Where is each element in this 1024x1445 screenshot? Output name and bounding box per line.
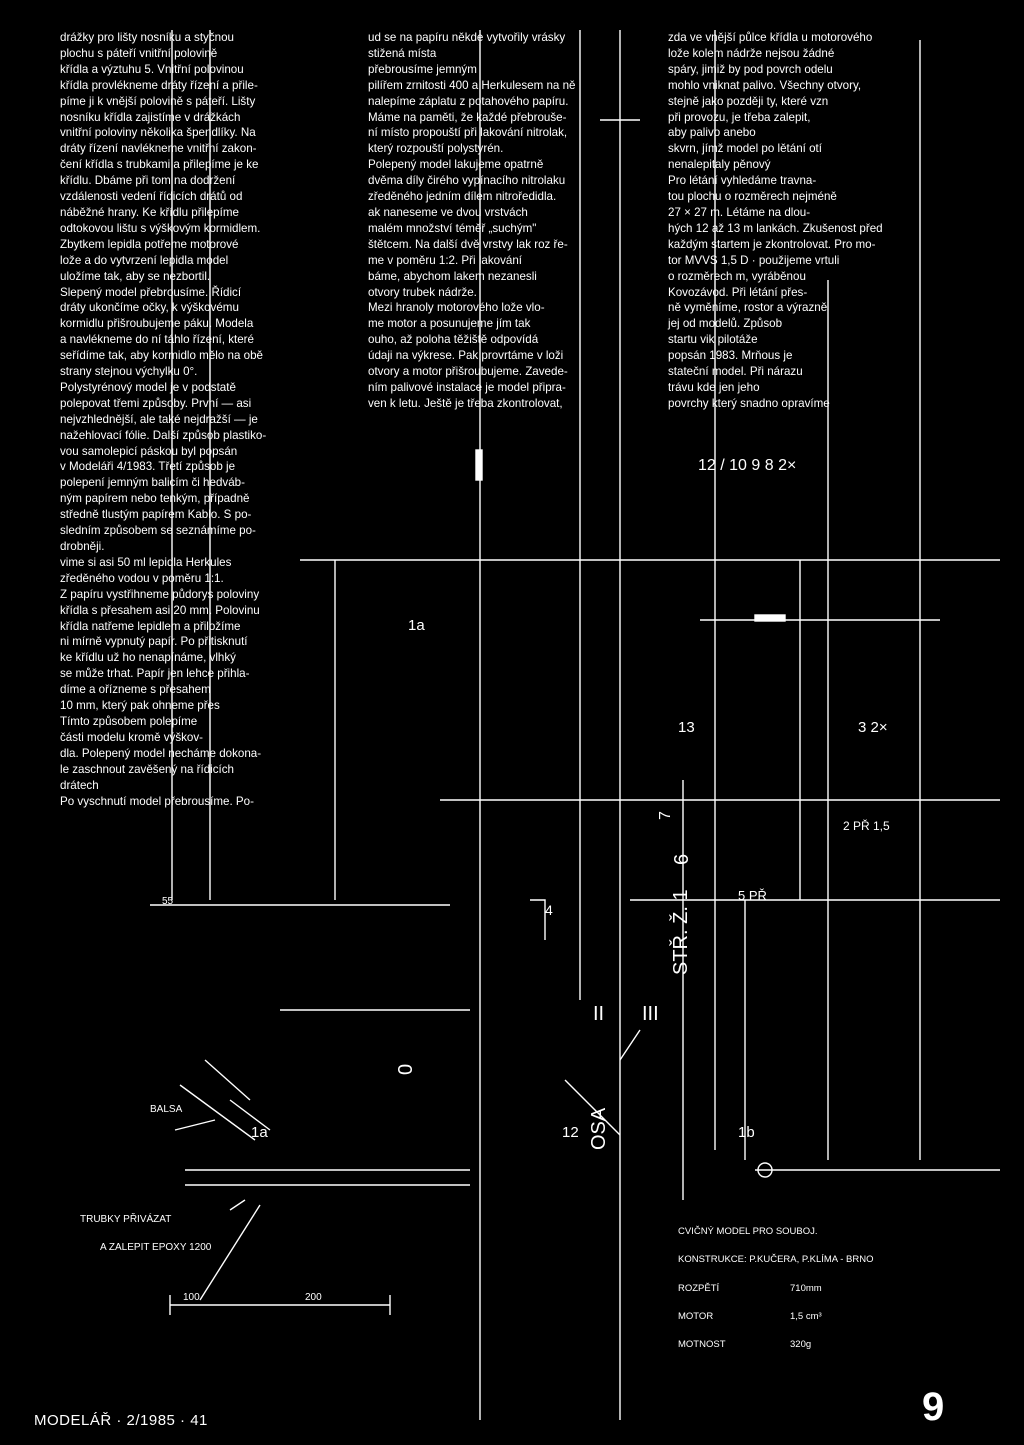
text-line: tor MVVS 1,5 D · použijeme vrtuli: [668, 253, 840, 267]
text-line: Slepený model přebrousíme. Řídicí: [60, 285, 242, 299]
text-line: me motor a posunujeme jím tak: [368, 317, 531, 331]
spec-title: CVIČNÝ MODEL PRO SOUBOJ.: [678, 1226, 818, 1237]
text-line: skvrn, jímž model po lětání otí: [668, 142, 823, 156]
text-line: dvěma díly čirého vypínacího nitrolaku: [368, 174, 566, 188]
text-line: vnitřní poloviny několika špendlíky. Na: [60, 126, 256, 140]
text-line: ním palivové instalace je model připra-: [368, 380, 566, 394]
text-line: ak naneseme ve dvou vrstvách: [368, 205, 528, 219]
text-line: křídla provlékneme dráty řízení a přile-: [60, 78, 258, 92]
text-line: o rozměrech m, vyráběnou: [668, 269, 806, 283]
text-line: spáry, jimiž by pod povrch odelu: [668, 62, 833, 76]
text-line: popsán 1983. Mrňous je: [668, 349, 793, 363]
text-line: čení křídla s trubkami a přilepíme je ke: [60, 158, 259, 172]
spec-key: ROZPĚTÍ: [678, 1283, 720, 1294]
spec-designers: KONSTRUKCE: P.KUČERA, P.KLÍMA - BRNO: [678, 1254, 874, 1265]
part-label-55: 55: [162, 896, 174, 907]
text-line: při provozu, je třeba zalepit,: [668, 110, 811, 124]
part-label-1a-bottom: 1a: [251, 1124, 268, 1141]
part-label-13: 13: [678, 719, 695, 736]
text-line: tou plochu o rozměrech nejméně: [668, 190, 837, 204]
text-line: ud se na papíru někde vytvořily vrásky: [368, 31, 566, 44]
text-line: náběžné hrany. Ke křídlu přilepíme: [60, 205, 239, 219]
text-line: vzdálenosti vedení řídicích drátů od: [60, 190, 243, 204]
text-line: lože kolem nádrže nejsou žádné: [668, 46, 835, 60]
part-label-II: II: [593, 1003, 605, 1025]
text-line: uložíme tak, aby se nezbortil.: [60, 269, 211, 283]
text-line: díme a ořízneme s přesahem: [60, 683, 211, 697]
text-line: malém množství téměř „suchým": [368, 221, 537, 235]
text-line: 27 × 27 m. Létáme na dlou-: [668, 205, 811, 219]
magazine-footer: MODELÁŘ · 2/1985 · 41: [34, 1412, 208, 1429]
text-line: Mezi hranoly motorového lože vlo-: [368, 301, 545, 315]
text-line: ouho, až poloha těžiště odpovídá: [368, 333, 539, 347]
text-line: ven k letu. Ještě je třeba zkontrolovat,: [368, 396, 563, 410]
axis-label-osa: OSA: [588, 1107, 610, 1150]
text-line: Pro létání vyhledáme travna-: [668, 174, 817, 188]
text-line: povrchy který snadno opravíme: [668, 396, 830, 410]
dimension-100: 100: [183, 1292, 200, 1303]
text-line: báme, abychom lakem nezanesli: [368, 269, 537, 283]
text-line: odtokovou lištu s výškovým kormidlem.: [60, 221, 261, 235]
spec-value: 320g: [790, 1339, 812, 1350]
spec-key: MOTOR: [678, 1311, 714, 1322]
part-label-2: 2 PŘ 1,5: [843, 819, 890, 833]
text-line: nalepíme záplatu z potahového papíru.: [368, 94, 569, 108]
text-line: Z papíru vystřihneme půdorys poloviny: [60, 587, 260, 601]
text-line: zda ve vnější půlce křídla u motorového: [668, 31, 873, 44]
text-line: polepovat třemi způsoby. První — asi: [60, 396, 252, 410]
text-line: zředěného vodou v poměru 1:1.: [60, 571, 224, 585]
text-line: zředěného jedním dílem nitroředidla.: [368, 190, 557, 204]
text-line: ně vyměníme, rostor a výrazně: [668, 301, 828, 315]
text-line: dráty řízení navlékneme vnitřní zakon-: [60, 142, 257, 156]
text-line: každým startem je zkontrolovat. Pro mo-: [668, 237, 876, 251]
text-line: aby palivo anebo: [668, 126, 756, 140]
text-line: Máme na paměti, že každé přebrouše-: [368, 110, 567, 124]
text-line: a navlékneme do ní táhlo řízení, které: [60, 333, 254, 347]
text-line: středně tlustým papírem Kablo. S po-: [60, 508, 252, 522]
text-line: ni mírně vypnutý papír. Po přitisknutí: [60, 635, 248, 649]
text-line: ným papírem nebo tenkým, případně: [60, 492, 250, 506]
part-label-12: 12 / 10 9 8 2×: [698, 457, 797, 474]
text-line: Tímto způsobem polepíme: [60, 714, 198, 728]
text-line: drátech: [60, 778, 99, 792]
spec-key: MOTNOST: [678, 1339, 726, 1350]
text-line: plochu s páteří vnitřní polovině: [60, 46, 218, 60]
text-line: nažehlovací fólie. Další způsob plastiko-: [60, 428, 267, 442]
centre-label-str: STŘ. Ž. 1: [670, 889, 692, 975]
note-tubes-line2: A ZALEPIT EPOXY 1200: [100, 1242, 212, 1253]
part-label-1a-top: 1a: [408, 617, 425, 634]
part-label-7: 7: [657, 811, 674, 820]
note-tubes-line1: TRUBKY PŘIVÁZAT: [80, 1214, 172, 1225]
text-line: 10 mm, který pak ohneme přes: [60, 699, 220, 713]
text-line: nenalepitaly pěnový: [668, 158, 771, 172]
text-line: píme ji k vnější polovině s páteří. Lišty: [60, 94, 256, 108]
text-line: křídla a výztuhu 5. Vnitřní polovinou: [60, 62, 244, 76]
part-label-III: III: [642, 1003, 659, 1025]
text-line: stižená místa: [368, 46, 437, 60]
text-line: nosníku křídla zajistíme v drážkách: [60, 110, 241, 124]
text-line: údaji na výkrese. Pak provrtáme v loži: [368, 349, 564, 363]
text-line: otvory trubek nádrže.: [368, 285, 477, 299]
text-line: křídla natřeme lepidlem a přiložíme: [60, 619, 241, 633]
text-line: Polepený model lakujeme opatrně: [368, 158, 544, 172]
text-line: startu vik pilotáže: [668, 333, 758, 347]
text-line: lože a do vytvrzení lepidla model: [60, 253, 229, 267]
text-line: křídla s přesahem asi 20 mm. Polovinu: [60, 603, 260, 617]
part-label-1b: 1b: [738, 1124, 755, 1141]
text-line: stejně jako později ty, které vzn: [668, 94, 829, 108]
text-line: části modelu kromě výškov-: [60, 730, 204, 744]
text-line: drobněji.: [60, 540, 105, 553]
text-line: Zbytkem lepidla potřeme motorové: [60, 237, 239, 251]
text-line: mohlo vniknat palivo. Všechny otvory,: [668, 78, 862, 92]
text-line: otvory a motor přišroubujeme. Zavede-: [368, 365, 568, 379]
text-line: drážky pro lišty nosníku a styčnou: [60, 31, 234, 44]
material-label-balsa: BALSA: [150, 1104, 183, 1115]
text-line: se může trhat. Papír jen lehce přihla-: [60, 667, 250, 681]
text-line: nejvzhlednější, ale také nejdražší — je: [60, 412, 258, 426]
text-line: hých 12 až 13 m lankách. Zkušenost před: [668, 221, 883, 235]
text-line: Po vyschnutí model přebrousíme. Po-: [60, 794, 254, 808]
page-number: 9: [922, 1385, 945, 1429]
text-line: Kovozávod. Při létání přes-: [668, 285, 808, 299]
text-line: křídlu. Dbáme při tom na dodržení: [60, 174, 236, 188]
text-line: dráty ukončíme očky, k výškovému: [60, 301, 239, 315]
part-label-3: 3 2×: [858, 719, 888, 736]
text-line: Polystyrénový model je v podstatě: [60, 380, 236, 394]
text-line: le zaschnout zavěšený na řídicích: [60, 762, 235, 776]
text-line: ní místo propouští při lakování nitrolak,: [368, 126, 568, 140]
text-line: seřídíme tak, aby kormidlo mělo na obě: [60, 349, 263, 363]
text-line: vou samolepicí páskou byl popsán: [60, 444, 238, 458]
text-line: sledním způsobem se seznámíme po-: [60, 524, 256, 538]
part-label-4: 4: [545, 902, 553, 918]
text-line: jej od modelů. Způsob: [668, 317, 783, 331]
text-line: me v poměru 1:2. Při lakování: [368, 253, 523, 267]
part-label-6: 6: [671, 853, 693, 865]
part-label-12-bottom: 12: [562, 1124, 579, 1141]
dimension-200: 200: [305, 1292, 322, 1303]
text-line: v Modeláři 4/1983. Třetí způsob je: [60, 460, 236, 474]
text-line: polepení jemným balicím či hedváb-: [60, 476, 245, 490]
text-line: dla. Polepený model necháme dokona-: [60, 746, 262, 760]
text-line: přebrousíme jemným: [368, 62, 477, 76]
text-line: stateční model. Při nárazu: [668, 365, 803, 379]
spec-value: 710mm: [790, 1283, 822, 1294]
text-line: strany stejnou výchylku 0°.: [60, 365, 198, 379]
text-line: štětcem. Na další dvě vrstvy lak roz ře-: [368, 237, 568, 251]
text-line: trávu kde jen jeho: [668, 380, 760, 394]
text-line: který rozpouští polystyrén.: [368, 142, 504, 156]
text-line: kormidlu přišroubujeme páku. Modela: [60, 317, 254, 331]
text-line: vime si asi 50 ml lepidla Herkules: [60, 555, 232, 569]
spec-value: 1,5 cm³: [790, 1311, 822, 1322]
text-line: ke křídlu už ho nenapínáme, vlhký: [60, 651, 236, 665]
part-label-0: 0: [395, 1063, 417, 1075]
part-label-5: 5 PŘ: [738, 888, 767, 903]
text-line: pilířem zrnitosti 400 a Herkulesem na ně: [368, 78, 576, 92]
